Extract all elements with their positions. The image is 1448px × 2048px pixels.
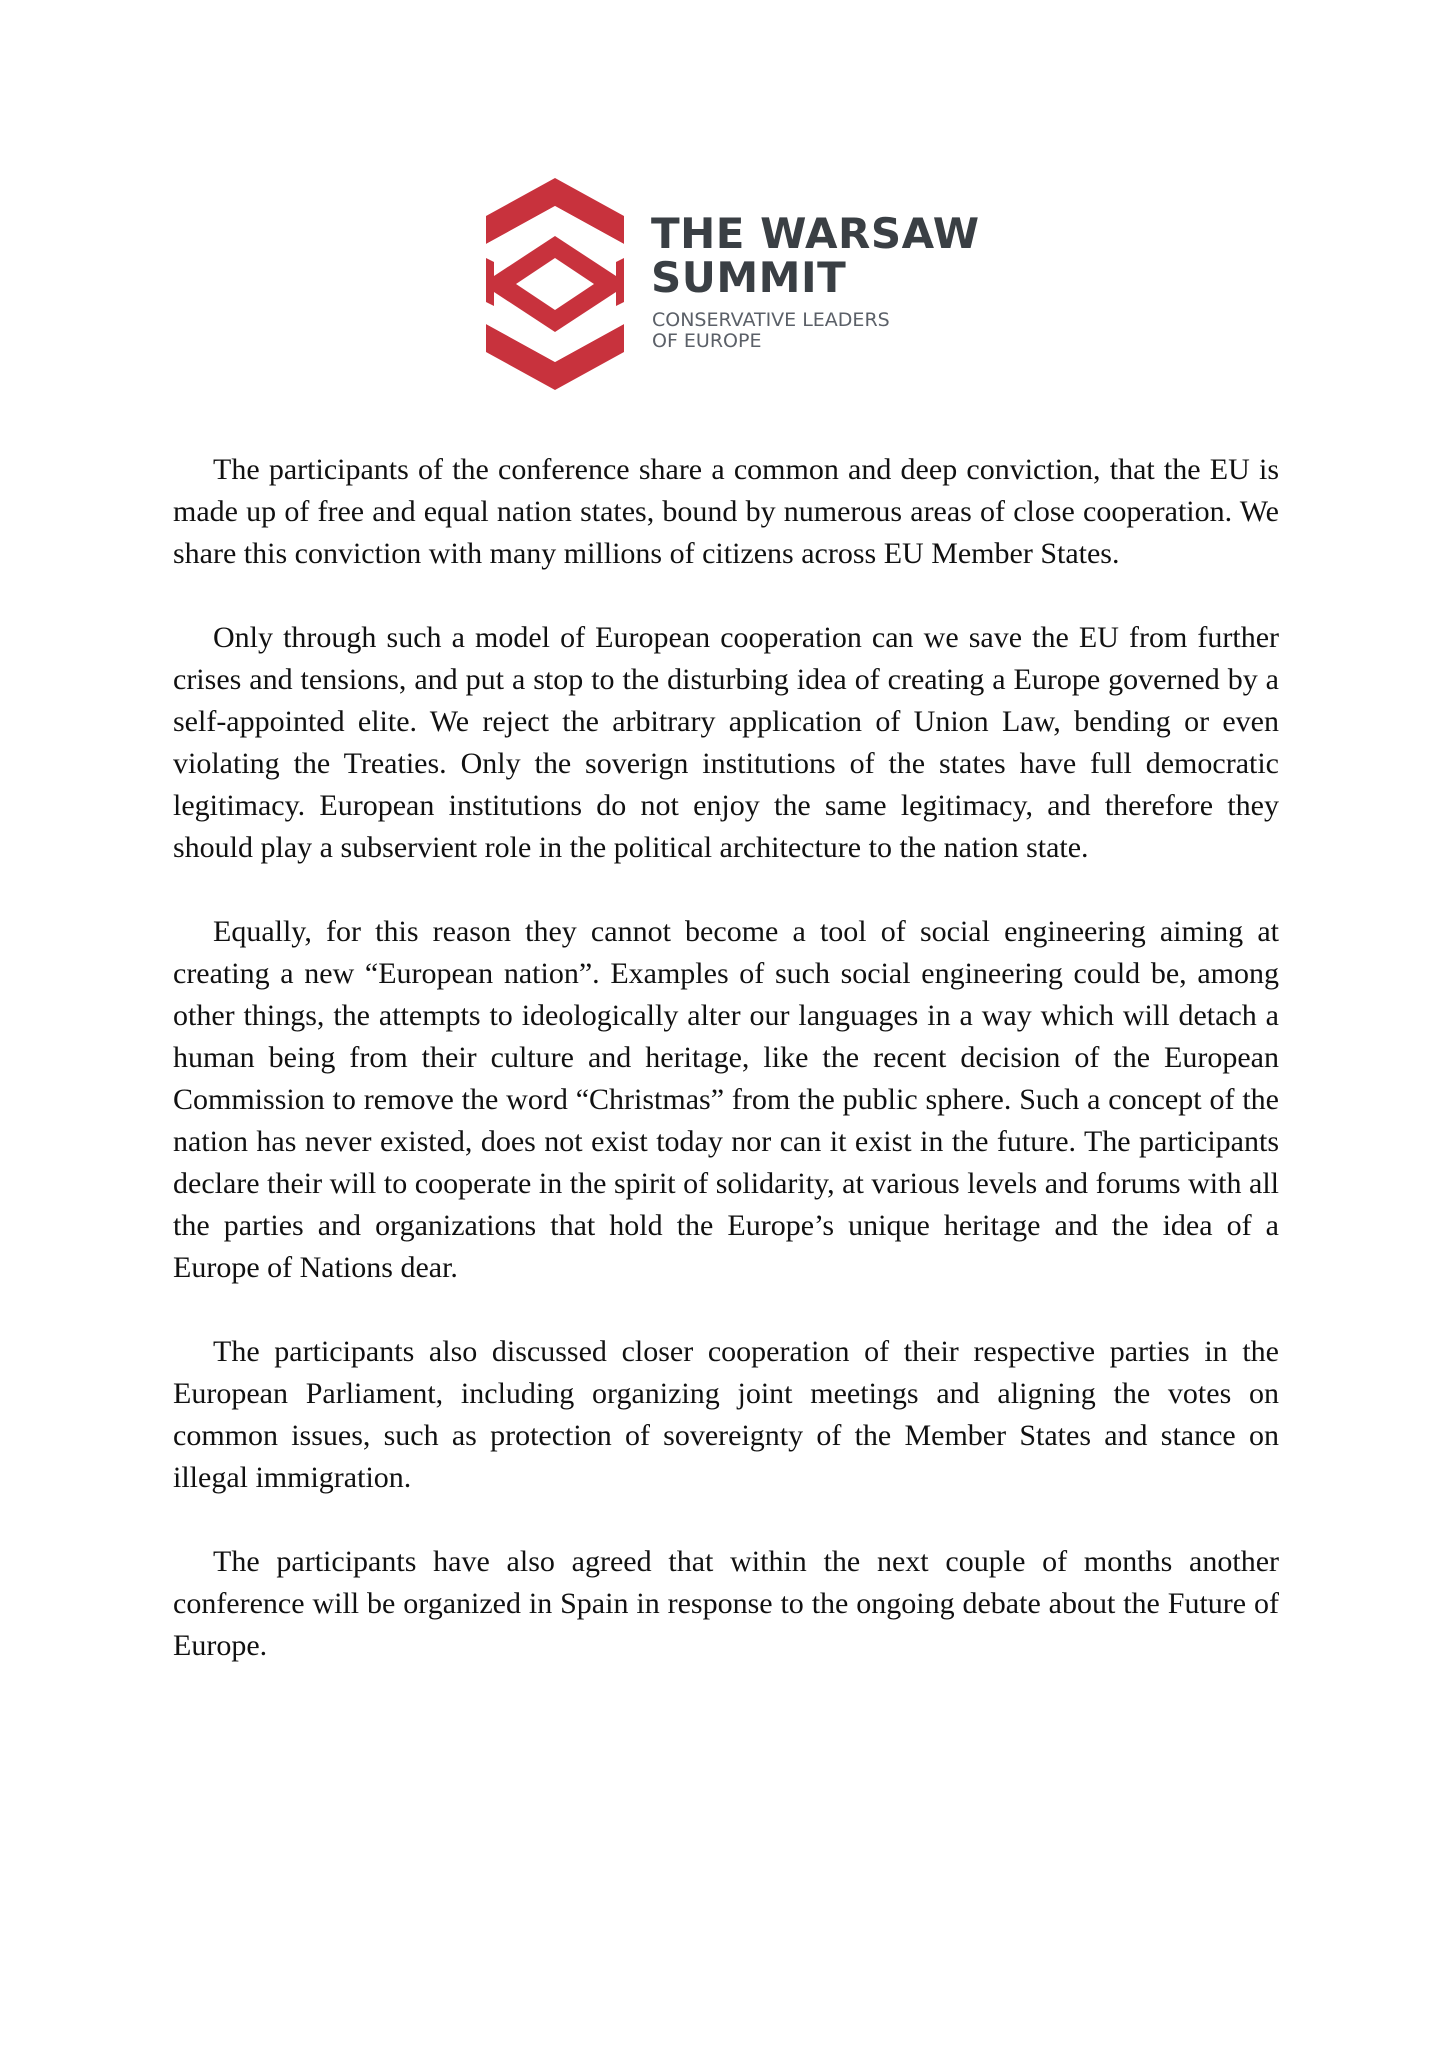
paragraph-1: The participants of the conference share a common and deep conviction, that the EU is made up of free and equal nation states, bound by numerous areas of close cooperation. We share this conviction with many millions of citizens across EU Member States. bbox=[173, 453, 1279, 570]
logo-title-line-2: SUMMIT bbox=[651, 253, 847, 302]
logo-chevron-mark-icon bbox=[486, 178, 624, 390]
warsaw-summit-logo bbox=[486, 178, 1006, 398]
paragraph-2: Only through such a model of European cooperation can we save the EU from further crises and tensions, and put a stop to the disturbing idea of creating a Europe governed by a self-appointed elite. We reject the arbitrary application of Union Law, bending or even violating the Treaties. Only the soverign institutions of the states have full democratic legitimacy. European institutions do not enjoy the same legitimacy, and therefore they should play a subservient role in the political architecture to the nation state. bbox=[173, 621, 1279, 864]
logo-subtitle bbox=[652, 310, 890, 352]
logo-title-line-1: THE WARSAW bbox=[651, 209, 980, 258]
paragraph-4: The participants also discussed closer cooperation of their respective parties in the European Parliament, including organizing joint meetings and aligning the votes on common issues, such as protection of sovereignty of the Member States and stance on illegal immigration. bbox=[173, 1335, 1279, 1494]
logo-subtitle-line-1: CONSERVATIVE LEADERS bbox=[652, 309, 890, 331]
logo-title bbox=[651, 209, 980, 302]
paragraph-5: The participants have also agreed that within the next couple of months another conference will be organized in Spain in response to the ongoing debate about the Future of Europe. bbox=[173, 1545, 1279, 1662]
document-body bbox=[173, 449, 1279, 1709]
logo-subtitle-line-2: OF EUROPE bbox=[652, 330, 762, 352]
paragraph-3: Equally, for this reason they cannot become a tool of social engineering aiming at creating a new “European nation”. Examples of such social engineering could be, among other things, the attempts to ideologically alter our languages in a way which will detach a human being from their culture and heritage, like the recent decision of the European Commission to remove the word “Christmas” from the public sphere. Such a concept of the nation has never existed, does not exist today nor can it exist in the future. The participants declare their will to cooperate in the spirit of solidarity, at various levels and forums with all the parties and organizations that hold the Europe’s unique heritage and the idea of a Europe of Nations dear. bbox=[173, 915, 1279, 1284]
